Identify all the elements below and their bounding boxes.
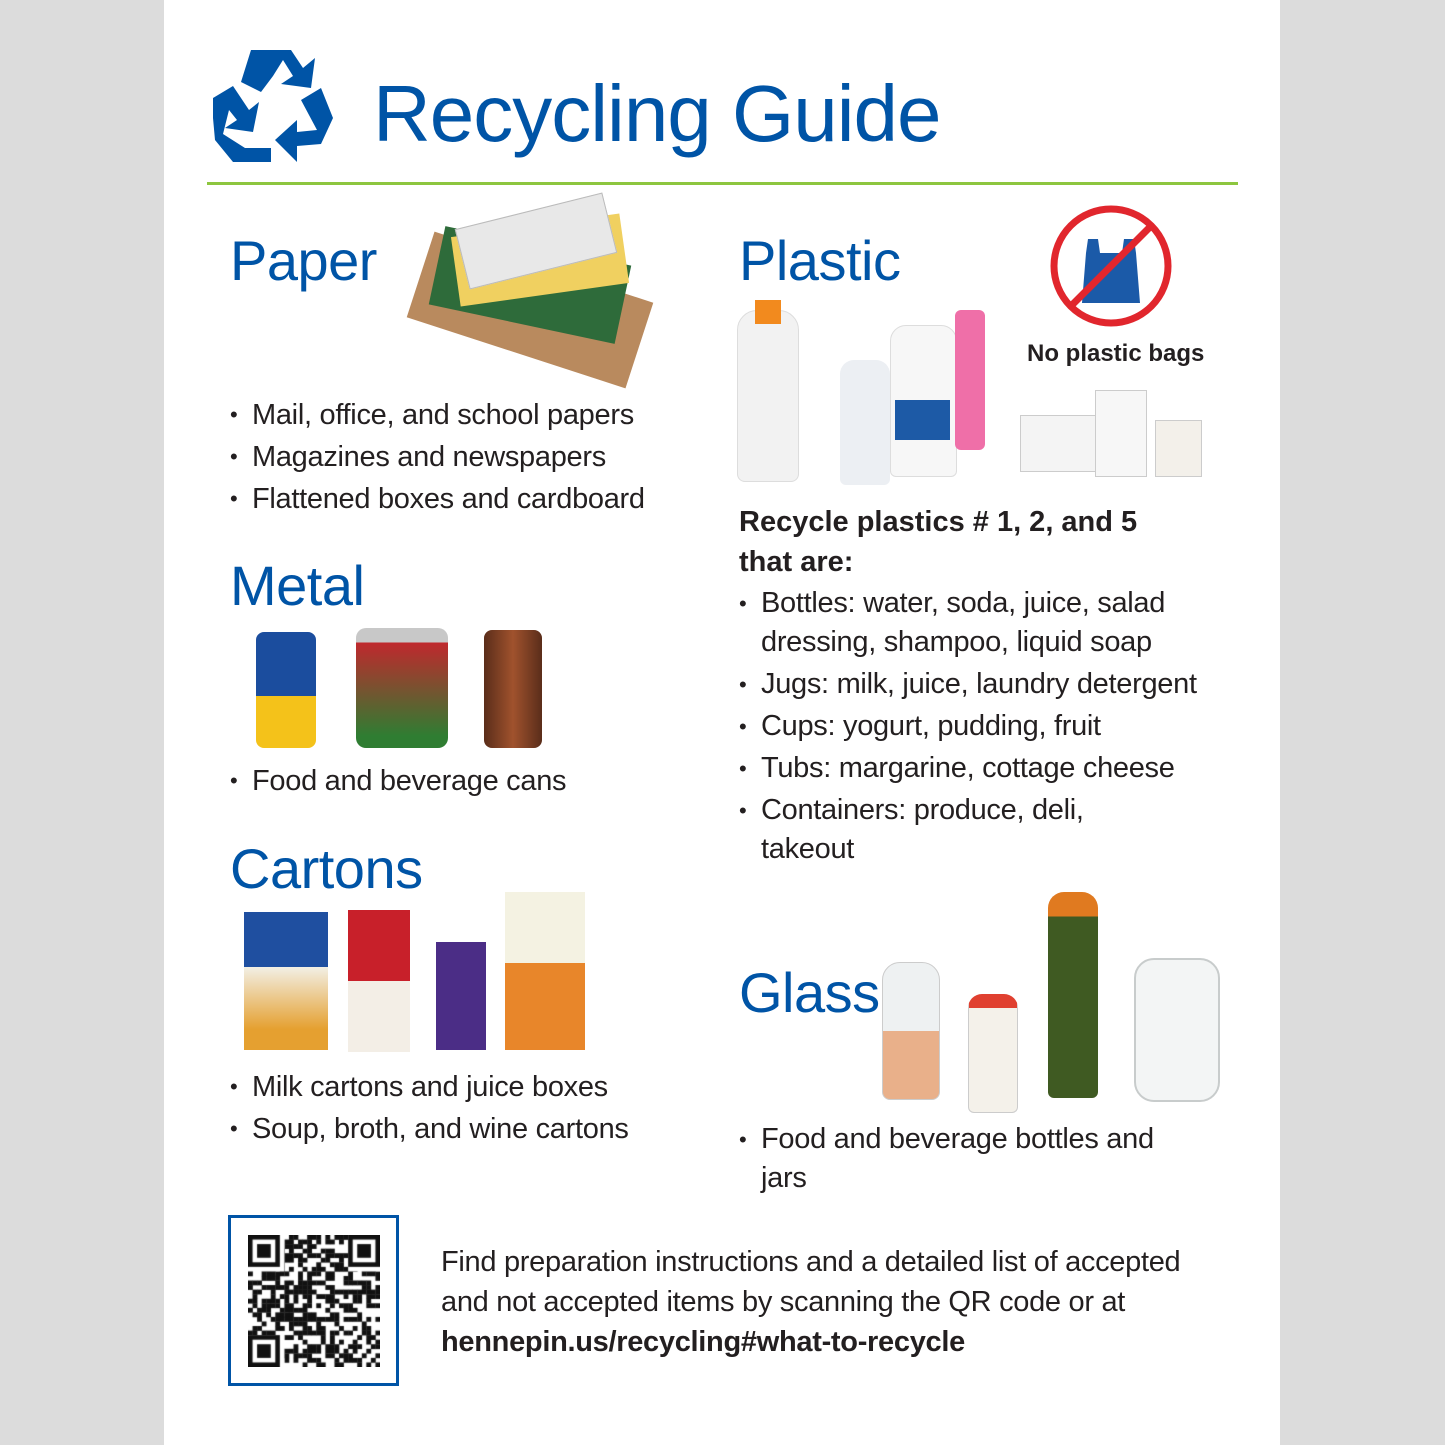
paper-image [415, 205, 650, 380]
qr-code[interactable] [228, 1215, 399, 1386]
metal-heading: Metal [230, 554, 365, 617]
broth-carton-image [244, 912, 328, 1050]
soy-sauce-bottle-image [968, 994, 1018, 1113]
milk-carton-image [348, 910, 410, 1052]
cartons-heading: Cartons [230, 837, 423, 900]
list-item: • Food and beverage bottles and jars [739, 1123, 1154, 1194]
plastic-list [739, 584, 1209, 872]
tomato-can-image [356, 628, 448, 748]
list-item: • Jugs: milk, juice, laundry detergent [739, 668, 1197, 700]
cartons-list [230, 1066, 629, 1150]
juice-box-image [436, 942, 486, 1050]
list-item: • Cups: yogurt, pudding, fruit [739, 710, 1101, 742]
plastic-intro-line: Recycle plastics # 1, 2, and 5 [739, 506, 1138, 538]
no-plastic-bags-label: No plastic bags [1027, 340, 1205, 367]
footer-instructions: Find preparation instructions and a detailed list of accepted and not accepted items by scanning the QR code or at [441, 1246, 1181, 1318]
list-item: • Bottles: water, soda, juice, salad dressing, shampoo, liquid soap [739, 587, 1166, 658]
orange-juice-carton-image [505, 892, 585, 1050]
footer-text [441, 1242, 1221, 1362]
list-item: • Milk cartons and juice boxes [230, 1071, 608, 1103]
list-item: • Tubs: margarine, cottage cheese [739, 752, 1175, 784]
list-item: • Magazines and newspapers [230, 441, 606, 473]
plastic-heading: Plastic [739, 229, 901, 292]
list-item: • Containers: produce, deli, takeout [739, 794, 1084, 865]
divider [207, 182, 1238, 185]
metal-list [230, 760, 566, 802]
plastic-intro-line: that are: [739, 546, 854, 578]
footer-link[interactable]: hennepin.us/recycling#what-to-recycle [441, 1326, 965, 1358]
soda-can-image [484, 630, 542, 748]
list-item: • Food and beverage cans [230, 765, 567, 797]
page-title: Recycling Guide [373, 69, 941, 158]
juice-can-image [256, 632, 316, 748]
glass-bottle-image [882, 962, 940, 1100]
recycle-icon [213, 48, 335, 164]
glass-list [739, 1120, 1159, 1201]
glass-heading: Glass [739, 961, 880, 1024]
list-item: • Soup, broth, and wine cartons [230, 1113, 629, 1145]
list-item: • Flattened boxes and cardboard [230, 483, 645, 515]
list-item: • Mail, office, and school papers [230, 399, 634, 431]
paper-list [230, 394, 645, 520]
paper-heading: Paper [230, 229, 377, 292]
plastic-containers-image [735, 300, 1200, 485]
plastic-intro [739, 502, 1137, 582]
wine-bottle-image [1048, 892, 1098, 1098]
glass-jar-image [1134, 958, 1220, 1102]
